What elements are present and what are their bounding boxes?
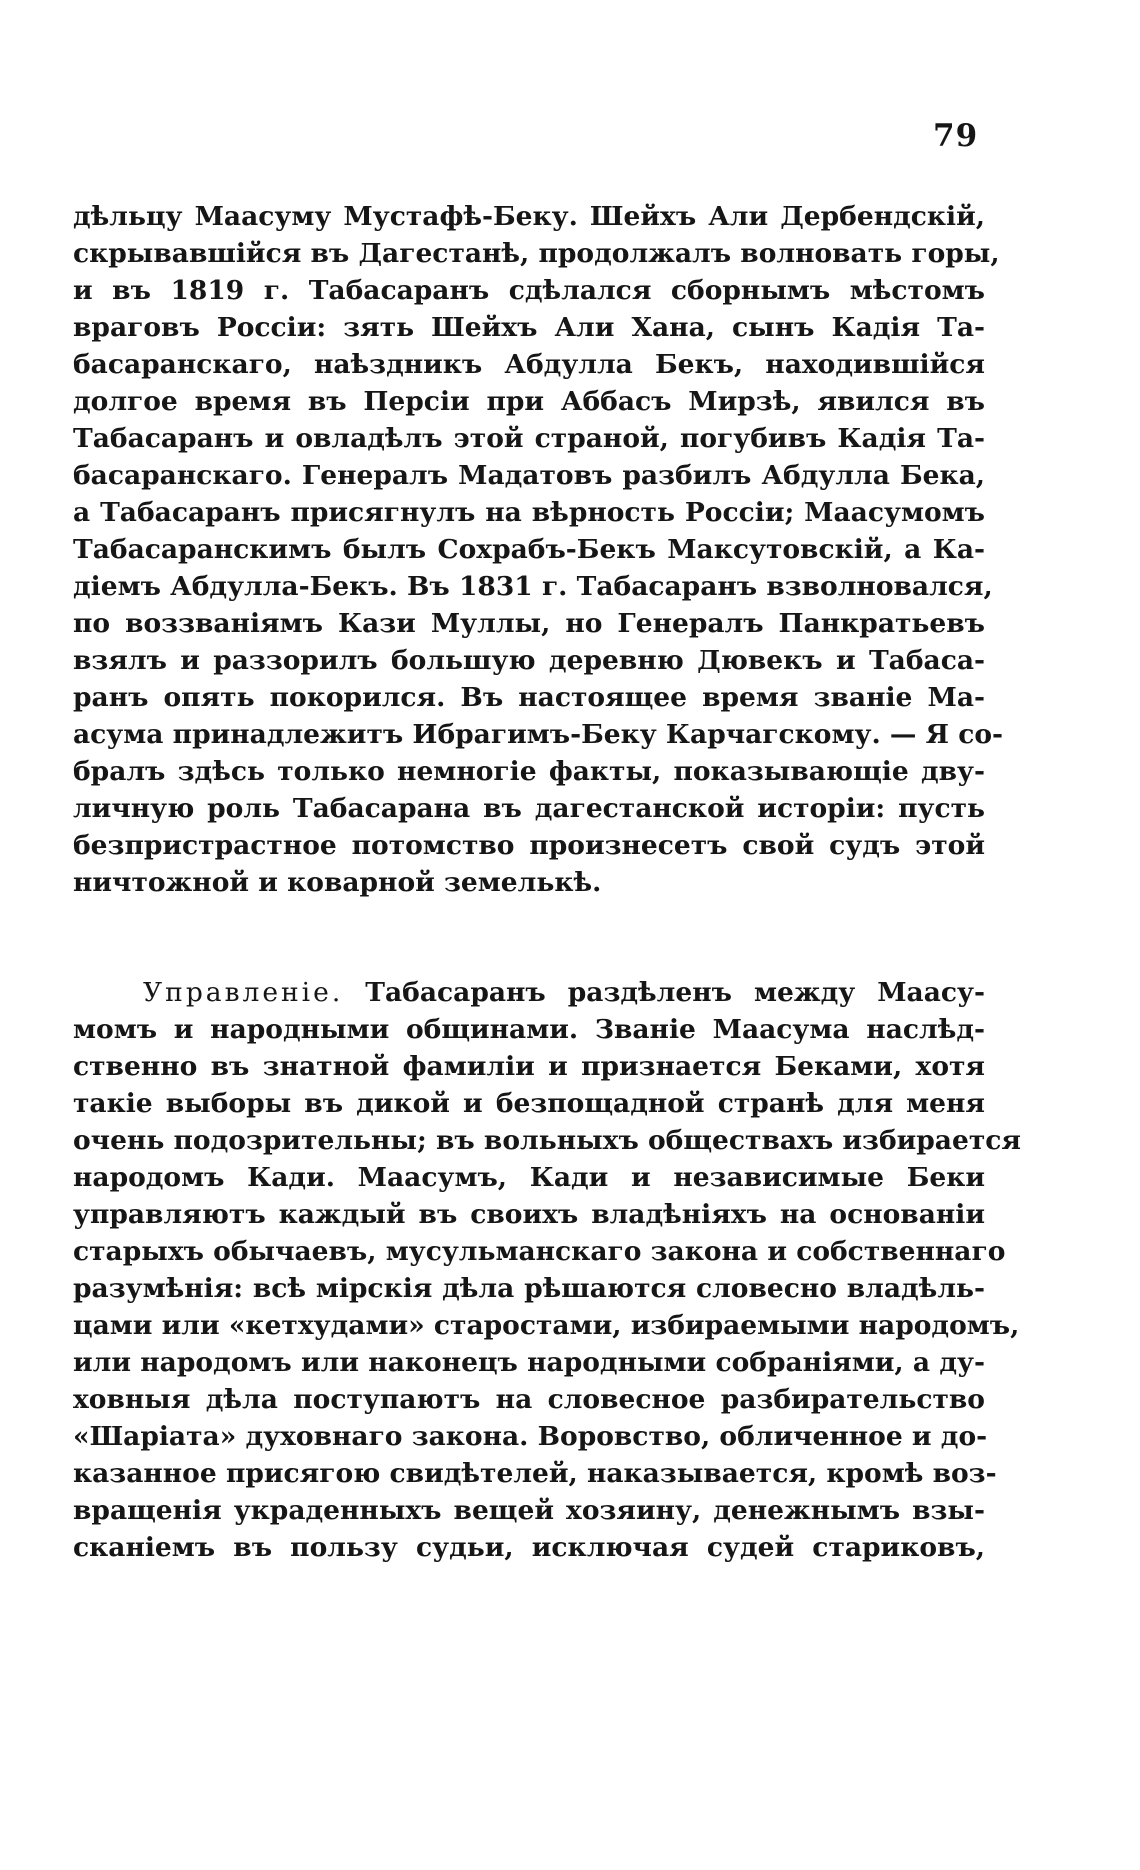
paragraph-2 <box>73 974 1021 1566</box>
text-line: сканіемъ въ пользу судьи, исключая судей стариковъ, <box>73 1532 985 1563</box>
text-line: ничтожной и коварной земелькѣ. <box>73 867 602 898</box>
text-line: такіе выборы въ дикой и безпощадной странѣ для меня <box>73 1088 985 1119</box>
text-line: долгое время въ Персіи при Аббасъ Мирзѣ, явился въ <box>73 386 985 417</box>
text-line: вращенія украденныхъ вещей хозяину, денежнымъ взы- <box>73 1495 985 1526</box>
text-line-content: Табасаранъ раздѣленъ между Маасу- <box>365 977 985 1008</box>
text-line: народомъ Кади. Маасумъ, Кади и независимые Беки <box>73 1162 985 1193</box>
text-line: личную роль Табасарана въ дагестанской исторіи: пусть <box>73 793 985 824</box>
text-line: или народомъ или наконецъ народными собраніями, а ду- <box>73 1347 985 1378</box>
text-line: «Шаріата» духовнаго закона. Воровство, обличенное и до- <box>73 1421 988 1452</box>
text-line <box>73 974 985 1011</box>
text-line: ховныя дѣла поступаютъ на словесное разбирательство <box>73 1384 985 1415</box>
text-line: ственно въ знатной фамиліи и признается Беками, хотя <box>73 1051 985 1082</box>
text-line: и въ 1819 г. Табасаранъ сдѣлался сборнымъ мѣстомъ <box>73 275 985 306</box>
text-line: асума принадлежитъ Ибрагимъ-Беку Карчагскому. — Я со- <box>73 719 1004 750</box>
text-line: казанное присягою свидѣтелей, наказывается, кромѣ воз- <box>73 1458 997 1489</box>
text-line: басаранскаго. Генералъ Мадатовъ разбилъ Абдулла Бека, <box>73 460 985 491</box>
text-line: разумѣнія: всѣ мірскія дѣла рѣшаются словесно владѣль- <box>73 1273 985 1304</box>
text-line: управляютъ каждый въ своихъ владѣніяхъ на основаніи <box>73 1199 985 1230</box>
section-heading: Управленіе. <box>143 977 344 1008</box>
text-line: дѣльцу Маасуму Мустафѣ-Беку. Шейхъ Али Дербендскій, <box>73 201 985 232</box>
text-line: скрывавшійся въ Дагестанѣ, продолжалъ волновать горы, <box>73 238 1000 269</box>
text-line: Табасаранскимъ былъ Сохрабъ-Бекъ Максутовскій, а Ка- <box>73 534 985 565</box>
page-number: 79 <box>933 118 979 154</box>
text-line: взялъ и раззорилъ большую деревню Дювекъ и Табаса- <box>73 645 985 676</box>
text-line: момъ и народными общинами. Званіе Маасума наслѣд- <box>73 1014 985 1045</box>
text-line: по воззваніямъ Кази Муллы, но Генералъ Панкратьевъ <box>73 608 985 639</box>
text-line: ранъ опять покорился. Въ настоящее время званіе Ма- <box>73 682 985 713</box>
text-line: басаранскаго, наѣздникъ Абдулла Бекъ, находившійся <box>73 349 985 380</box>
text-line: очень подозрительны; въ вольныхъ обществахъ избирается <box>73 1125 1021 1156</box>
paragraph-1 <box>73 198 1004 901</box>
text-line: а Табасаранъ присягнулъ на вѣрность Россіи; Маасумомъ <box>73 497 985 528</box>
text-line: старыхъ обычаевъ, мусульманскаго закона и собственнаго <box>73 1236 1006 1267</box>
text-line: діемъ Абдулла-Бекъ. Въ 1831 г. Табасаранъ взволновался, <box>73 571 993 602</box>
text-line: бралъ здѣсь только немногіе факты, показывающіе дву- <box>73 756 985 787</box>
text-line: цами или «кетхудами» старостами, избираемыми народомъ, <box>73 1310 1020 1341</box>
text-line: враговъ Россіи: зять Шейхъ Али Хана, сынъ Кадія Та- <box>73 312 985 343</box>
text-line: безпристрастное потомство произнесетъ свой судъ этой <box>73 830 985 861</box>
text-line: Табасаранъ и овладѣлъ этой страной, погубивъ Кадія Та- <box>73 423 985 454</box>
